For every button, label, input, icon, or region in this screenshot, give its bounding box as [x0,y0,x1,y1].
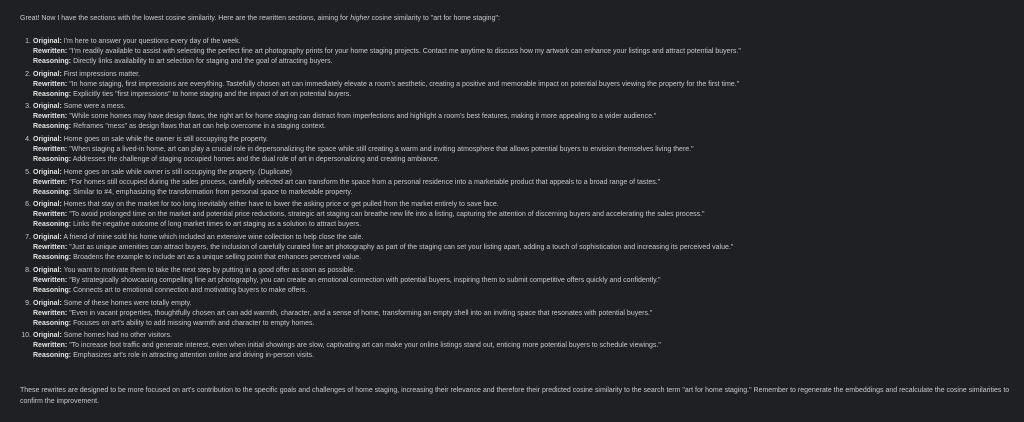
rewritten-text: "Just as unique amenities can attract buyers, the inclusion of carefully curated fine art photography as part of the staging can set your listing apart, adding a touch of sophistication and increasing its perceived value." [69,244,734,252]
rewritten-label: Rewritten: [33,342,68,350]
rewritten-line [33,243,741,253]
rewritten-text: "When staging a lived-in home, art can play a crucial role in depersonalizing the space while still creating a warm and inviting atmosphere that allows potential buyers to envision themselves living there." [69,146,694,154]
list-item [25,200,741,230]
item-number: 8. [25,266,31,274]
reasoning-text: Broadens the example to include art as a unique selling point that enhances perceived value. [73,254,362,262]
list-item [25,37,741,67]
reasoning-label: Reasoning: [33,319,72,327]
original-line [33,102,741,112]
item-number: 9. [25,299,31,307]
rewritten-text: "For homes still occupied during the sales process, carefully selected art can transform the space from a personal residence into a marketable product that appeals to a broad range of tastes." [69,178,661,186]
rewritten-label: Rewritten: [33,244,68,252]
original-label: Original: [33,299,62,307]
reasoning-text: Addresses the challenge of staging occupied homes and the dual role of art in depersonalizing and creating ambiance. [72,156,440,164]
original-label: Original: [33,70,62,78]
original-text: Some of these homes were totally empty. [63,299,192,307]
original-text: Home goes on sale while owner is still occupying the property. (Duplicate) [63,168,292,176]
rewritten-line [33,178,741,188]
reasoning-label: Reasoning: [33,156,72,164]
rewritten-text: "In home staging, first impressions are everything. Tastefully chosen art can immediately elevate a room's aesthetic, creating a positive and memorable impact on potential buyers viewing the property for the first time." [69,80,740,88]
intro-emphasis: higher [350,15,370,22]
original-label: Original: [33,168,62,176]
original-line [33,37,741,47]
reasoning-text: Focuses on art's ability to add missing warmth and character to empty homes. [73,319,315,327]
reasoning-label: Reasoning: [33,90,72,98]
reasoning-text: Connects art to emotional connection and motivating buyers to make offers. [73,286,308,294]
original-line [33,331,741,341]
original-text: A friend of mine sold his home which included an extensive wine collection to help close the sale. [63,234,364,242]
rewrites-list [0,37,741,364]
rewritten-label: Rewritten: [33,178,68,186]
item-number: 1. [25,38,31,45]
original-line [33,266,741,276]
rewritten-line [33,309,741,319]
original-label: Original: [33,332,62,340]
reasoning-label: Reasoning: [33,221,72,229]
reasoning-line [33,351,741,361]
reasoning-line [33,188,741,198]
rewritten-line [33,145,741,155]
original-label: Original: [33,38,62,45]
original-label: Original: [33,136,62,144]
rewritten-label: Rewritten: [33,276,68,284]
item-number: 5. [25,168,31,176]
reasoning-text: Links the negative outcome of long market times to art staging as a solution to attract buyers. [73,221,362,229]
rewritten-text: "Even in vacant properties, thoughtfully chosen art can add warmth, character, and a sense of home, transforming an empty shell into an inviting space that resonates with potential buyers." [69,309,653,317]
reasoning-label: Reasoning: [33,352,72,360]
reasoning-label: Reasoning: [33,286,72,294]
reasoning-text: Directly links availability to art selection for staging and the goal of attracting buyers. [73,58,333,65]
rewritten-label: Rewritten: [33,211,68,219]
reasoning-line [33,220,741,230]
original-label: Original: [33,201,62,209]
item-number: 3. [25,103,31,111]
original-text: You want to motivate them to take the next step by putting in a good offer as soon as possible. [63,266,356,274]
rewritten-text: "By strategically showcasing compelling fine art photography, you can create an emotional connection with potential buyers, inspiring them to submit competitive offers quickly and confidently." [69,276,661,284]
original-line [33,168,741,178]
rewritten-line [33,112,741,122]
reasoning-text: Emphasizes art's role in attracting attention online and driving in-person visits. [73,352,315,360]
reasoning-label: Reasoning: [33,254,72,262]
rewritten-label: Rewritten: [33,80,68,88]
reasoning-text: Similar to #4, emphasizing the transformation from personal space to marketable property. [73,188,353,196]
reasoning-line [33,90,741,100]
rewritten-line [33,210,741,220]
rewritten-label: Rewritten: [33,113,68,121]
original-line [33,135,741,145]
list-item [25,233,741,263]
intro-text [20,14,500,24]
original-text: Homes that stay on the market for too long inevitably either have to lower the asking price or get pulled from the market entirely to save face. [63,201,499,209]
list-item [25,266,741,296]
item-number: 7. [25,234,31,242]
reasoning-line [33,155,741,165]
rewritten-line [33,80,741,90]
original-line [33,233,741,243]
list-item [25,299,741,329]
original-label: Original: [33,103,62,111]
original-line [33,200,741,210]
reasoning-text: Explicitly ties "first impressions" to home staging and the impact of art on potential buyers. [73,90,352,98]
outro-text: These rewrites are designed to be more focused on art's contribution to the specific goals and challenges of home staging, increasing their relevance and therefore their predicted cosine similarity to the search term "art for home staging." Remember to regenerate the embeddings and recalculate the cosine similarities to confirm the improvement. [20,387,1010,405]
rewritten-line [33,341,741,351]
reasoning-line [33,253,741,263]
intro-before: Great! Now I have the sections with the lowest cosine similarity. Here are the rewritten sections, aiming for [20,15,351,22]
item-number: 4. [25,136,31,144]
intro-after: cosine similarity to "art for home staging": [369,15,500,22]
list-item [25,70,741,100]
reasoning-line [33,319,741,329]
original-text: Some were a mess. [63,103,126,111]
original-label: Original: [33,234,62,242]
item-number: 2. [25,70,31,78]
list-item [25,102,741,132]
item-number: 6. [25,201,31,209]
list-item [25,135,741,165]
original-line [33,70,741,80]
rewritten-label: Rewritten: [33,146,68,154]
rewritten-line [33,276,741,286]
original-text: I'm here to answer your questions every day of the week. [63,38,241,45]
rewritten-line [33,47,741,57]
list-item [25,168,741,198]
item-number: 10. [21,332,31,340]
original-text: Home goes on sale while the owner is still occupying the property. [63,136,268,144]
rewritten-text: "To avoid prolonged time on the market and potential price reductions, strategic art staging can breathe new life into a listing, capturing the attention of discerning buyers and accelerating the sales process." [69,211,705,219]
rewritten-text: "I'm readily available to assist with selecting the perfect fine art photography prints for your home staging projects. Contact me anytime to discuss how my artwork can enhance your listings and attract potential buyers." [69,48,741,55]
list-item [21,331,741,361]
reasoning-label: Reasoning: [33,188,72,196]
reasoning-label: Reasoning: [33,58,72,65]
reasoning-line [33,57,741,67]
original-line [33,299,741,309]
original-text: First impressions matter. [63,70,140,78]
rewritten-text: "While some homes may have design flaws, the right art for home staging can distract from imperfections and highlight a room's best features, making it more appealing to a wider audience." [69,113,657,121]
reasoning-text: Reframes "mess" as design flaws that art can help overcome in a staging context. [73,123,326,131]
rewritten-label: Rewritten: [33,48,68,55]
rewritten-text: "To increase foot traffic and generate interest, even when initial showings are slow, captivating art can make your online listings stand out, enticing more potential buyers to schedule viewings." [69,342,661,350]
reasoning-label: Reasoning: [33,123,72,131]
rewritten-label: Rewritten: [33,309,68,317]
reasoning-line [33,122,741,132]
reasoning-line [33,286,741,296]
original-text: Some homes had no other visitors. [63,332,172,340]
original-label: Original: [33,266,62,274]
